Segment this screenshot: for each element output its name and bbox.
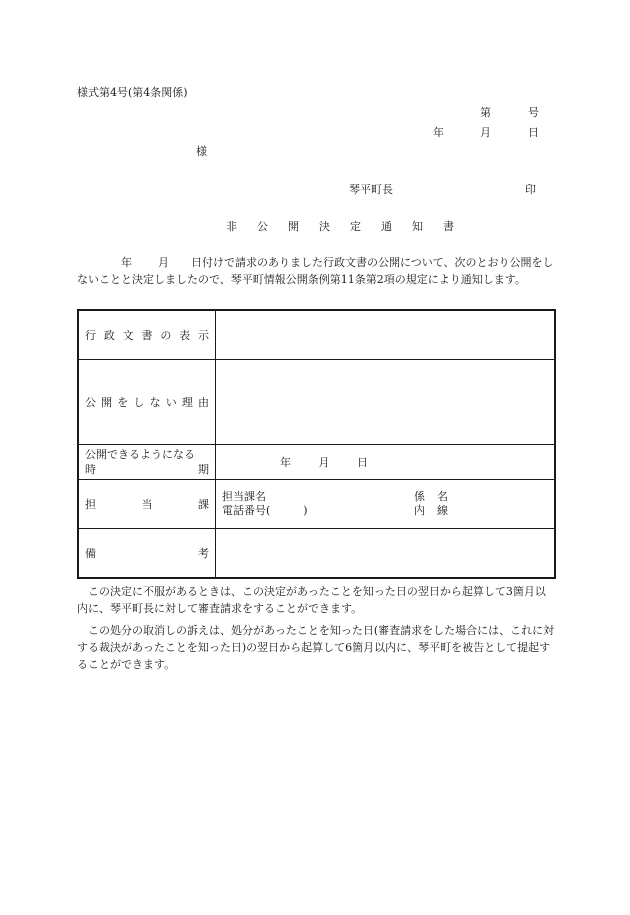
- staff-char: 係: [414, 490, 425, 503]
- number-dai: 第: [480, 106, 491, 119]
- label-char: 考: [198, 547, 209, 560]
- label-char: 理: [181, 396, 193, 409]
- intro-text: 日付けで請求のありました行政文書の公開について、次のとおり公開をしないことと決定しましたので、琴平町情報公開条例第11条第2項の規定により通知します。: [77, 256, 554, 286]
- title-char: 定: [350, 220, 370, 233]
- title-char: 公: [257, 220, 277, 233]
- document-title: [226, 218, 463, 234]
- title-char: 決: [319, 220, 339, 233]
- label-char: 政: [103, 329, 115, 342]
- label-char: 由: [197, 396, 209, 409]
- phone-label: 電話番号( ): [222, 504, 308, 517]
- label-char: 課: [198, 498, 209, 511]
- label-char: 担: [85, 498, 96, 511]
- intro-paragraph: [77, 254, 555, 288]
- staff-char: 名: [437, 490, 448, 503]
- label-char: 期: [198, 463, 209, 476]
- label-remarks: [78, 529, 216, 579]
- intro-nen: 年: [121, 256, 132, 269]
- label-char: し: [133, 396, 145, 409]
- title-char: 通: [381, 220, 401, 233]
- value-remarks[interactable]: [216, 529, 556, 579]
- label-char: 行: [85, 329, 96, 342]
- label-char: 時: [85, 463, 96, 476]
- label-char: 表: [179, 329, 191, 342]
- label-char: を: [117, 396, 129, 409]
- label-document-display: [78, 310, 216, 360]
- label-char: 公: [85, 396, 96, 409]
- table-row: [78, 310, 555, 360]
- timing-nen: 年: [280, 456, 291, 469]
- ext-char: 線: [437, 504, 448, 517]
- date-nen: 年: [433, 126, 444, 139]
- title-char: 知: [412, 220, 432, 233]
- table-row: [78, 360, 555, 445]
- label-char: 書: [141, 329, 153, 342]
- label-char: 備: [85, 547, 96, 560]
- label-char: な: [149, 396, 161, 409]
- table-row: [78, 480, 555, 529]
- label-char: 開: [101, 396, 113, 409]
- form-label: 様式第4号(第4条関係): [77, 86, 188, 99]
- label-char: 文: [122, 329, 134, 342]
- appeal-note: この決定に不服があるときは、この決定があったことを知った日の翌日から起算して3箇月以内に、琴平町長に対して審査請求をすることができます。: [77, 585, 546, 615]
- value-nondisclosure-reason[interactable]: [216, 360, 556, 445]
- title-char: 書: [443, 220, 463, 233]
- table-row: [78, 529, 555, 579]
- value-document-display[interactable]: [216, 310, 556, 360]
- title-char: 開: [288, 220, 308, 233]
- timing-tsuki: 月: [318, 456, 330, 469]
- ext-char: 内: [414, 504, 425, 517]
- form-table: [77, 309, 556, 579]
- label-char: い: [165, 396, 177, 409]
- value-disclosure-timing[interactable]: [216, 445, 556, 480]
- label-char: 当: [141, 498, 153, 511]
- label-nondisclosure-reason: [78, 360, 216, 445]
- recipient-sama: 様: [196, 145, 207, 158]
- label-responsible-dept: [78, 480, 216, 529]
- label-char: 示: [197, 329, 209, 342]
- timing-hi: 日: [357, 456, 368, 469]
- date-tsuki: 月: [480, 126, 491, 139]
- intro-tsuki: 月: [158, 256, 169, 269]
- title-char: 非: [226, 220, 246, 233]
- label-line: 公開できるようになる: [85, 448, 195, 461]
- label-char: の: [160, 329, 172, 342]
- number-go: 号: [528, 106, 539, 119]
- issuer-name: 琴平町長: [349, 183, 393, 196]
- label-disclosure-timing: [78, 445, 216, 480]
- seal-mark: 印: [525, 183, 536, 196]
- table-row: [78, 445, 555, 480]
- dept-name-label: 担当課名: [222, 490, 266, 503]
- date-hi: 日: [528, 126, 539, 139]
- value-responsible-dept[interactable]: [216, 480, 556, 529]
- lawsuit-note: この処分の取消しの訴えは、処分があったことを知った日(審査請求をした場合には、これに対する裁決があったことを知った日)の翌日から起算して6箇月以内に、琴平町を被告として提起することができます。: [77, 624, 555, 671]
